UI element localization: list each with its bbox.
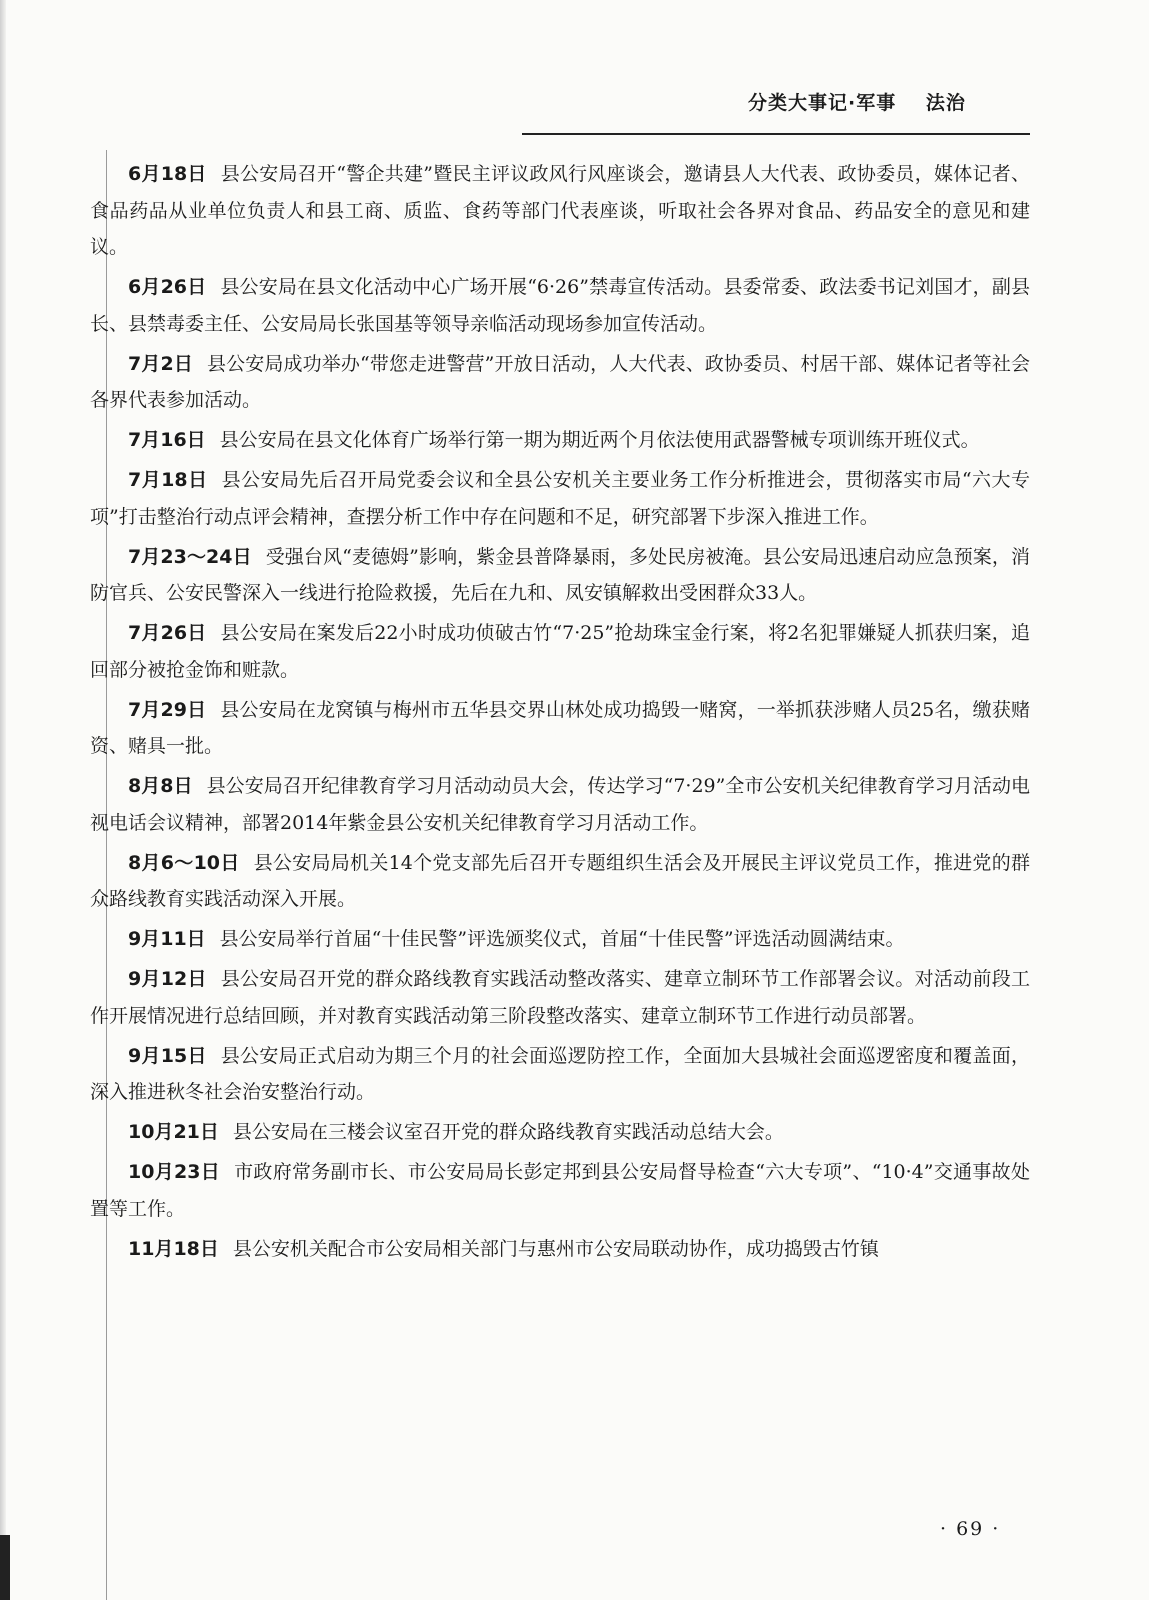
- entry: [90, 1114, 1030, 1151]
- entry-text: 县公安局成功举办“带您走进警营”开放日活动，人大代表、政协委员、村居干部、媒体记者等社会各界代表参加活动。: [90, 352, 1030, 411]
- entry-text: 县公安机关配合市公安局相关部门与惠州市公安局联动协作，成功捣毁古竹镇: [232, 1237, 879, 1260]
- entry: [90, 1154, 1030, 1227]
- running-header: [748, 88, 1028, 115]
- entry-text: 县公安局在案发后22小时成功侦破古竹“7·25”抢劫珠宝金行案，将2名犯罪嫌疑人抓获归案，追回部分被抢金饰和赃款。: [90, 622, 1030, 681]
- chronicle-body: [90, 156, 1030, 1271]
- entry-date: 11月18日: [128, 1237, 219, 1260]
- entry-date: 10月23日: [128, 1161, 221, 1183]
- entry-text: 县公安局局机关14个党支部先后召开专题组织生活会及开展民主评议党员工作，推进党的群众路线教育实践活动深入开展。: [90, 851, 1030, 910]
- page-number: · 69 ·: [940, 1518, 1001, 1540]
- entry: [90, 156, 1030, 266]
- scan-edge: [0, 0, 6, 1600]
- entry-date: 7月18日: [128, 469, 208, 491]
- entry-date: 7月16日: [128, 429, 206, 451]
- entry: [90, 1038, 1030, 1111]
- entry-date: 7月2日: [128, 352, 193, 375]
- entry-date: 6月26日: [128, 276, 207, 298]
- entry-date: 7月23～24日: [128, 545, 252, 568]
- entry-text: 县公安局在龙窝镇与梅州市五华县交界山林处成功捣毁一赌窝，一举抓获涉赌人员25名，缴获赌资、赌具一批。: [90, 698, 1030, 757]
- entry-date: 6月18日: [128, 163, 207, 185]
- entry-date: 9月11日: [128, 928, 206, 950]
- entry-text: 县公安局召开党的群众路线教育实践活动整改落实、建章立制环节工作部署会议。对活动前段工作开展情况进行总结回顾，并对教育实践活动第三阶段整改落实、建章立制环节工作进行动员部署。: [90, 968, 1030, 1027]
- entry-date: 10月21日: [128, 1121, 219, 1143]
- entry-date: 7月29日: [128, 698, 207, 721]
- entry-text: 县公安局在县文化活动中心广场开展“6·26”禁毒宣传活动。县委常委、政法委书记刘国才，副县长、县禁毒委主任、公安局局长张国基等领导亲临活动现场参加宣传活动。: [90, 276, 1030, 335]
- entry: [90, 539, 1030, 612]
- entry: [90, 1231, 1030, 1268]
- header-section: 分类大事记·军事: [748, 92, 897, 114]
- scan-artifact: [0, 1535, 10, 1600]
- entry-date: 8月8日: [128, 775, 193, 797]
- entry-text: 县公安局正式启动为期三个月的社会面巡逻防控工作，全面加大县城社会面巡逻密度和覆盖面，深入推进秋冬社会治安整治行动。: [90, 1044, 1030, 1103]
- entry: [90, 845, 1030, 918]
- entry-text: 受强台风“麦德姆”影响，紫金县普降暴雨，多处民房被淹。县公安局迅速启动应急预案，消防官兵、公安民警深入一线进行抢险救援，先后在九和、凤安镇解救出受困群众33人。: [90, 545, 1030, 604]
- entry: [90, 961, 1030, 1034]
- entry-text: 县公安局召开纪律教育学习月活动动员大会，传达学习“7·29”全市公安机关纪律教育学习月活动电视电话会议精神，部署2014年紫金县公安机关纪律教育学习月活动工作。: [90, 775, 1030, 834]
- entry-text: 县公安局在三楼会议室召开党的群众路线教育实践活动总结大会。: [232, 1121, 784, 1143]
- entry: [90, 768, 1030, 841]
- entry: [90, 692, 1030, 765]
- header-rule: [522, 133, 1030, 135]
- entry: [90, 269, 1030, 342]
- entry: [90, 921, 1030, 958]
- entry-date: 8月6～10日: [128, 851, 240, 874]
- entry-text: 县公安局在县文化体育广场举行第一期为期近两个月依法使用武器警械专项训练开班仪式。: [219, 429, 980, 451]
- entry-text: 县公安局召开“警企共建”暨民主评议政风行风座谈会，邀请县人大代表、政协委员，媒体记者、食品药品从业单位负责人和县工商、质监、食药等部门代表座谈，听取社会各界对食品、药品安全的意见和建议。: [90, 163, 1030, 258]
- entry-date: 9月15日: [128, 1044, 207, 1067]
- entry-date: 9月12日: [128, 968, 207, 990]
- entry: [90, 615, 1030, 688]
- entry-text: 县公安局先后召开局党委会议和全县公安机关主要业务工作分析推进会，贯彻落实市局“六大专项”打击整治行动点评会精神，查摆分析工作中存在问题和不足，研究部署下步深入推进工作。: [90, 469, 1030, 528]
- entry: [90, 462, 1030, 535]
- entry-date: 7月26日: [128, 622, 207, 644]
- entry: [90, 346, 1030, 419]
- entry-text: 市政府常务副市长、市公安局局长彭定邦到县公安局督导检查“六大专项”、“10·4”交通事故处置等工作。: [90, 1161, 1030, 1220]
- entry-text: 县公安局举行首届“十佳民警”评选颁奖仪式，首届“十佳民警”评选活动圆满结束。: [219, 928, 905, 950]
- header-sub: 法治: [925, 92, 966, 114]
- entry: [90, 422, 1030, 459]
